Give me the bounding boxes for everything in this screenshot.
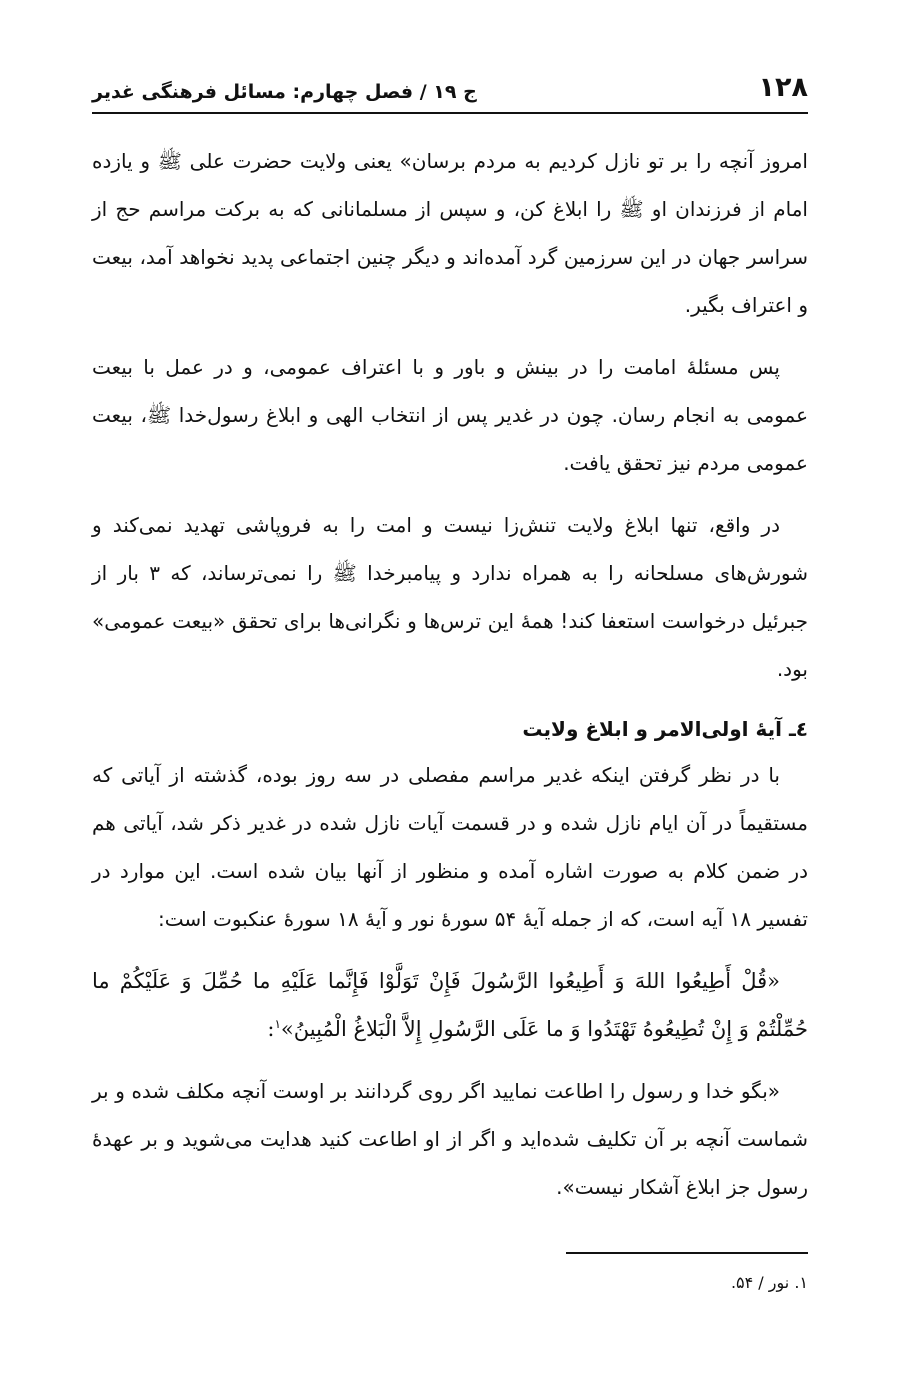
verse-translation: «بگو خدا و رسول را اطاعت نمایید اگر روی گردانند بر اوست آنچه مکلف شده و بر شماست آنچه بر آن تکلیف شده‌اید و اگر از او اطاعت کنید هدایت می‌شوید و بر عهدهٔ رسول جز ابلاغ آشکار نیست». [92,1079,808,1199]
section-heading: ٤ـ آیهٔ اولی‌الامر و ابلاغ ولایت [522,717,808,741]
page-number: ۱۲۸ [758,72,808,103]
paragraph-2: پس مسئلهٔ امامت را در بینش و باور و با اعتراف عمومی، و در عمل با بیعت عمومی به انجام رسان. چون در غدیر پس از انتخاب الهی و ابلاغ رسول‌خدا ﷺ، بیعت عمومی مردم نیز تحقق یافت. [92,355,808,475]
footnote-reference: ۱ [274,1017,281,1031]
body-text [92,137,808,1225]
footnote: ۱. نور / ۵۴. [730,1273,808,1292]
footnote-divider [566,1252,808,1254]
paragraph-1: امروز آنچه را بر تو نازل کردیم به مردم برسان» یعنی ولایت حضرت علی ﷺ و یازده امام از فرزندان او ﷺ را ابلاغ کن، و سپس از مسلمانانی که به برکت مراسم حج از سراسر جهان در این سرزمین گرد آمده‌اند و دیگر چنین اجتماعی پدید نخواهد آمد، بیعت و اعتراف بگیر. [92,149,808,317]
paragraph-3: در واقع، تنها ابلاغ ولایت تنش‌زا نیست و امت را به فروپاشی تهدید نمی‌کند و شورش‌های مسلحانه را به همراه ندارد و پیامبرخدا ﷺ را نمی‌ترساند، که ۳ بار از جبرئیل درخواست استعفا کند! همهٔ این ترس‌ها و نگرانی‌ها برای تحقق «بیعت عمومی» بود. [92,513,809,681]
verse-text: «قُلْ أَطِيعُوا اللهَ وَ أَطِيعُوا الرَّسُولَ فَإِنْ تَوَلَّوْا فَإِنَّما عَلَيْهِ ما حُمِّلَ وَ عَلَيْكُمْ ما حُمِّلْتُمْ وَ إِنْ تُطِيعُوهُ تَهْتَدُوا وَ ما عَلَى الرَّسُولِ إِلاَّ الْبَلاغُ الْمُبِينُ» [92,969,808,1041]
chapter-title: ج ۱۹ / فصل چهارم: مسائل فرهنگی غدیر [92,81,477,103]
verse-end-mark: : [267,1017,275,1041]
quran-verse [92,957,808,1053]
running-header [92,60,808,114]
book-page [92,0,808,1390]
paragraph-4: با در نظر گرفتن اینکه غدیر مراسم مفصلی در سه روز بوده، گذشته از آیاتی که مستقیماً در آن ایام نازل شده و در قسمت آیات نازل شده در غدیر ذکر شد، آیاتی هم در ضمن کلام به صورت اشاره آمده و منظور از آنها بیان شده است. این موارد در تفسیر ۱۸ آیه است، که از جمله آیهٔ ۵۴ سورهٔ نور و آیهٔ ۱۸ سورهٔ عنکبوت است: [92,763,808,931]
